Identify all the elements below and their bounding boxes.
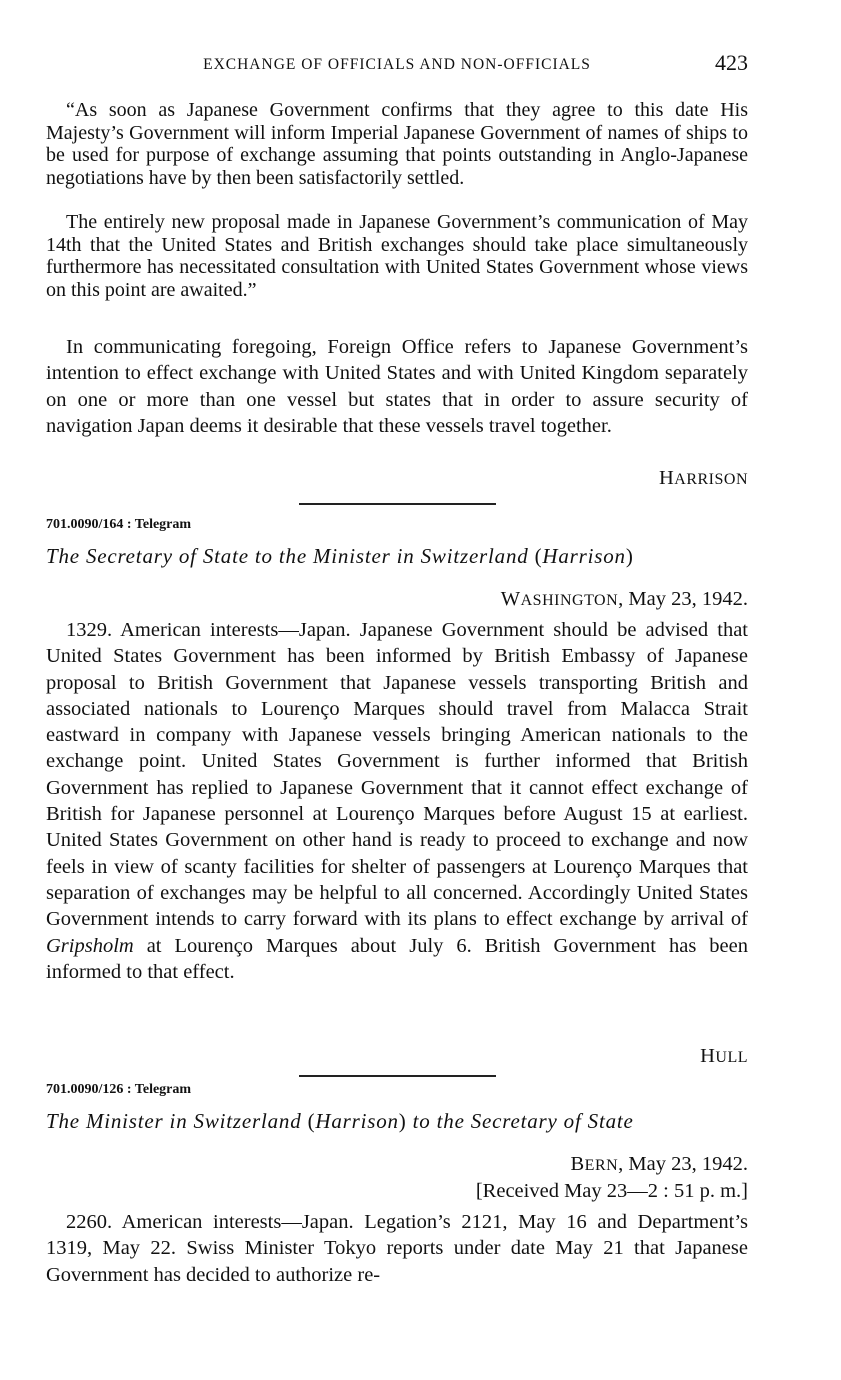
signature-initial: H [700, 1045, 716, 1067]
telegram-heading-1 [46, 544, 748, 569]
heading-paren-close: ) [625, 544, 634, 568]
dateline-date: , May 23, 1942. [618, 588, 748, 610]
heading-name: Harrison [315, 1109, 399, 1133]
signature-harrison [659, 467, 748, 490]
signature-hull [700, 1045, 748, 1068]
body-paragraph-1: In communicating foregoing, Foreign Office refers to Japanese Government’s intention to effect exchange with United States and with United Kingdom separately on one or more than one vessel but states that in order to assure security of navigation Japan deems it desirable that these vessels travel together. [46, 336, 748, 437]
signature-rest: ARRISON [674, 471, 748, 488]
telegram-body-2260: 2260. American interests—Japan. Legation’s 2121, May 16 and Department’s 1319, May 22. Swiss Minister Tokyo reports under date May 21 that Japanese Government has decided to authorize re- [46, 1211, 748, 1286]
telegram-heading-2 [46, 1109, 748, 1134]
section-divider-1 [299, 503, 496, 505]
file-reference-2: 701.0090/126 : Telegram [46, 1082, 192, 1097]
telegram-body-1329 [46, 617, 748, 985]
dateline-place: ASHINGTON [520, 592, 619, 609]
body-text-b: at Lourenço Marques about July 6. British Government has been informed to that effect. [46, 934, 748, 983]
heading-paren-open: ( [534, 544, 543, 568]
heading-paren-open: ( [307, 1109, 316, 1133]
heading-text: The Secretary of State to the Minister in Switzerland [46, 544, 535, 568]
ship-name: Gripsholm [46, 934, 134, 957]
signature-initial: H [658, 467, 675, 489]
dateline-date: , May 23, 1942. [618, 1153, 748, 1175]
heading-name: Harrison [542, 544, 626, 568]
heading-text: The Minister in Switzerland [46, 1109, 308, 1133]
file-reference-1: 701.0090/164 : Telegram [46, 517, 192, 532]
dateline-initial: B [570, 1153, 585, 1175]
page-header [46, 50, 748, 80]
dateline-initial: W [500, 588, 521, 610]
section-divider-2 [299, 1075, 496, 1077]
heading-paren-close: ) [398, 1109, 407, 1133]
dateline-washington [501, 588, 748, 611]
quoted-paragraph-2: The entirely new proposal made in Japanese Government’s communication of May 14th that the United States and British exchanges should take place simultaneously furthermore has necessitated consultation with United States Government whose views on this point are awaited.” [46, 211, 748, 301]
received-line: [Received May 23—2 : 51 p. m.] [475, 1180, 748, 1202]
body-text-a: 1329. American interests—Japan. Japanese Government should be advised that United States Government has been informed by British Embassy of Japanese proposal to British Government that Japanese vessels transporting British and associated nationals to Lourenço Marques should travel from Malacca Strait eastward in company with Japanese vessels bringing American nationals to the exchange point. United States Government is further informed that British Government has replied to Japanese Government that it cannot effect exchange of British for Japanese personnel at Lourenço Marques before August 15 at earliest. United States Government on other hand is ready to proceed to exchange and now feels in view of scanty facilities for shelter of passengers at Lourenço Marques that separation of exchanges may be helpful to all concerned. Accordingly United States Government intends to carry forward with its plans to effect exchange by arrival of [46, 619, 748, 931]
heading-text-end: to the Secretary of State [406, 1109, 634, 1133]
page-number: 423 [715, 50, 748, 75]
running-title: EXCHANGE OF OFFICIALS AND NON-OFFICIALS [203, 56, 591, 73]
quoted-paragraph-1: “As soon as Japanese Government confirms that they agree to this date His Majesty’s Government will inform Imperial Japanese Government of names of ships to be used for purpose of exchange assuming that points outstanding in Anglo-Japanese negotiations have by then been satisfactorily settled. [46, 99, 748, 189]
dateline-place: ERN [584, 1157, 619, 1174]
dateline-bern [570, 1153, 748, 1176]
signature-rest: ULL [715, 1049, 748, 1066]
